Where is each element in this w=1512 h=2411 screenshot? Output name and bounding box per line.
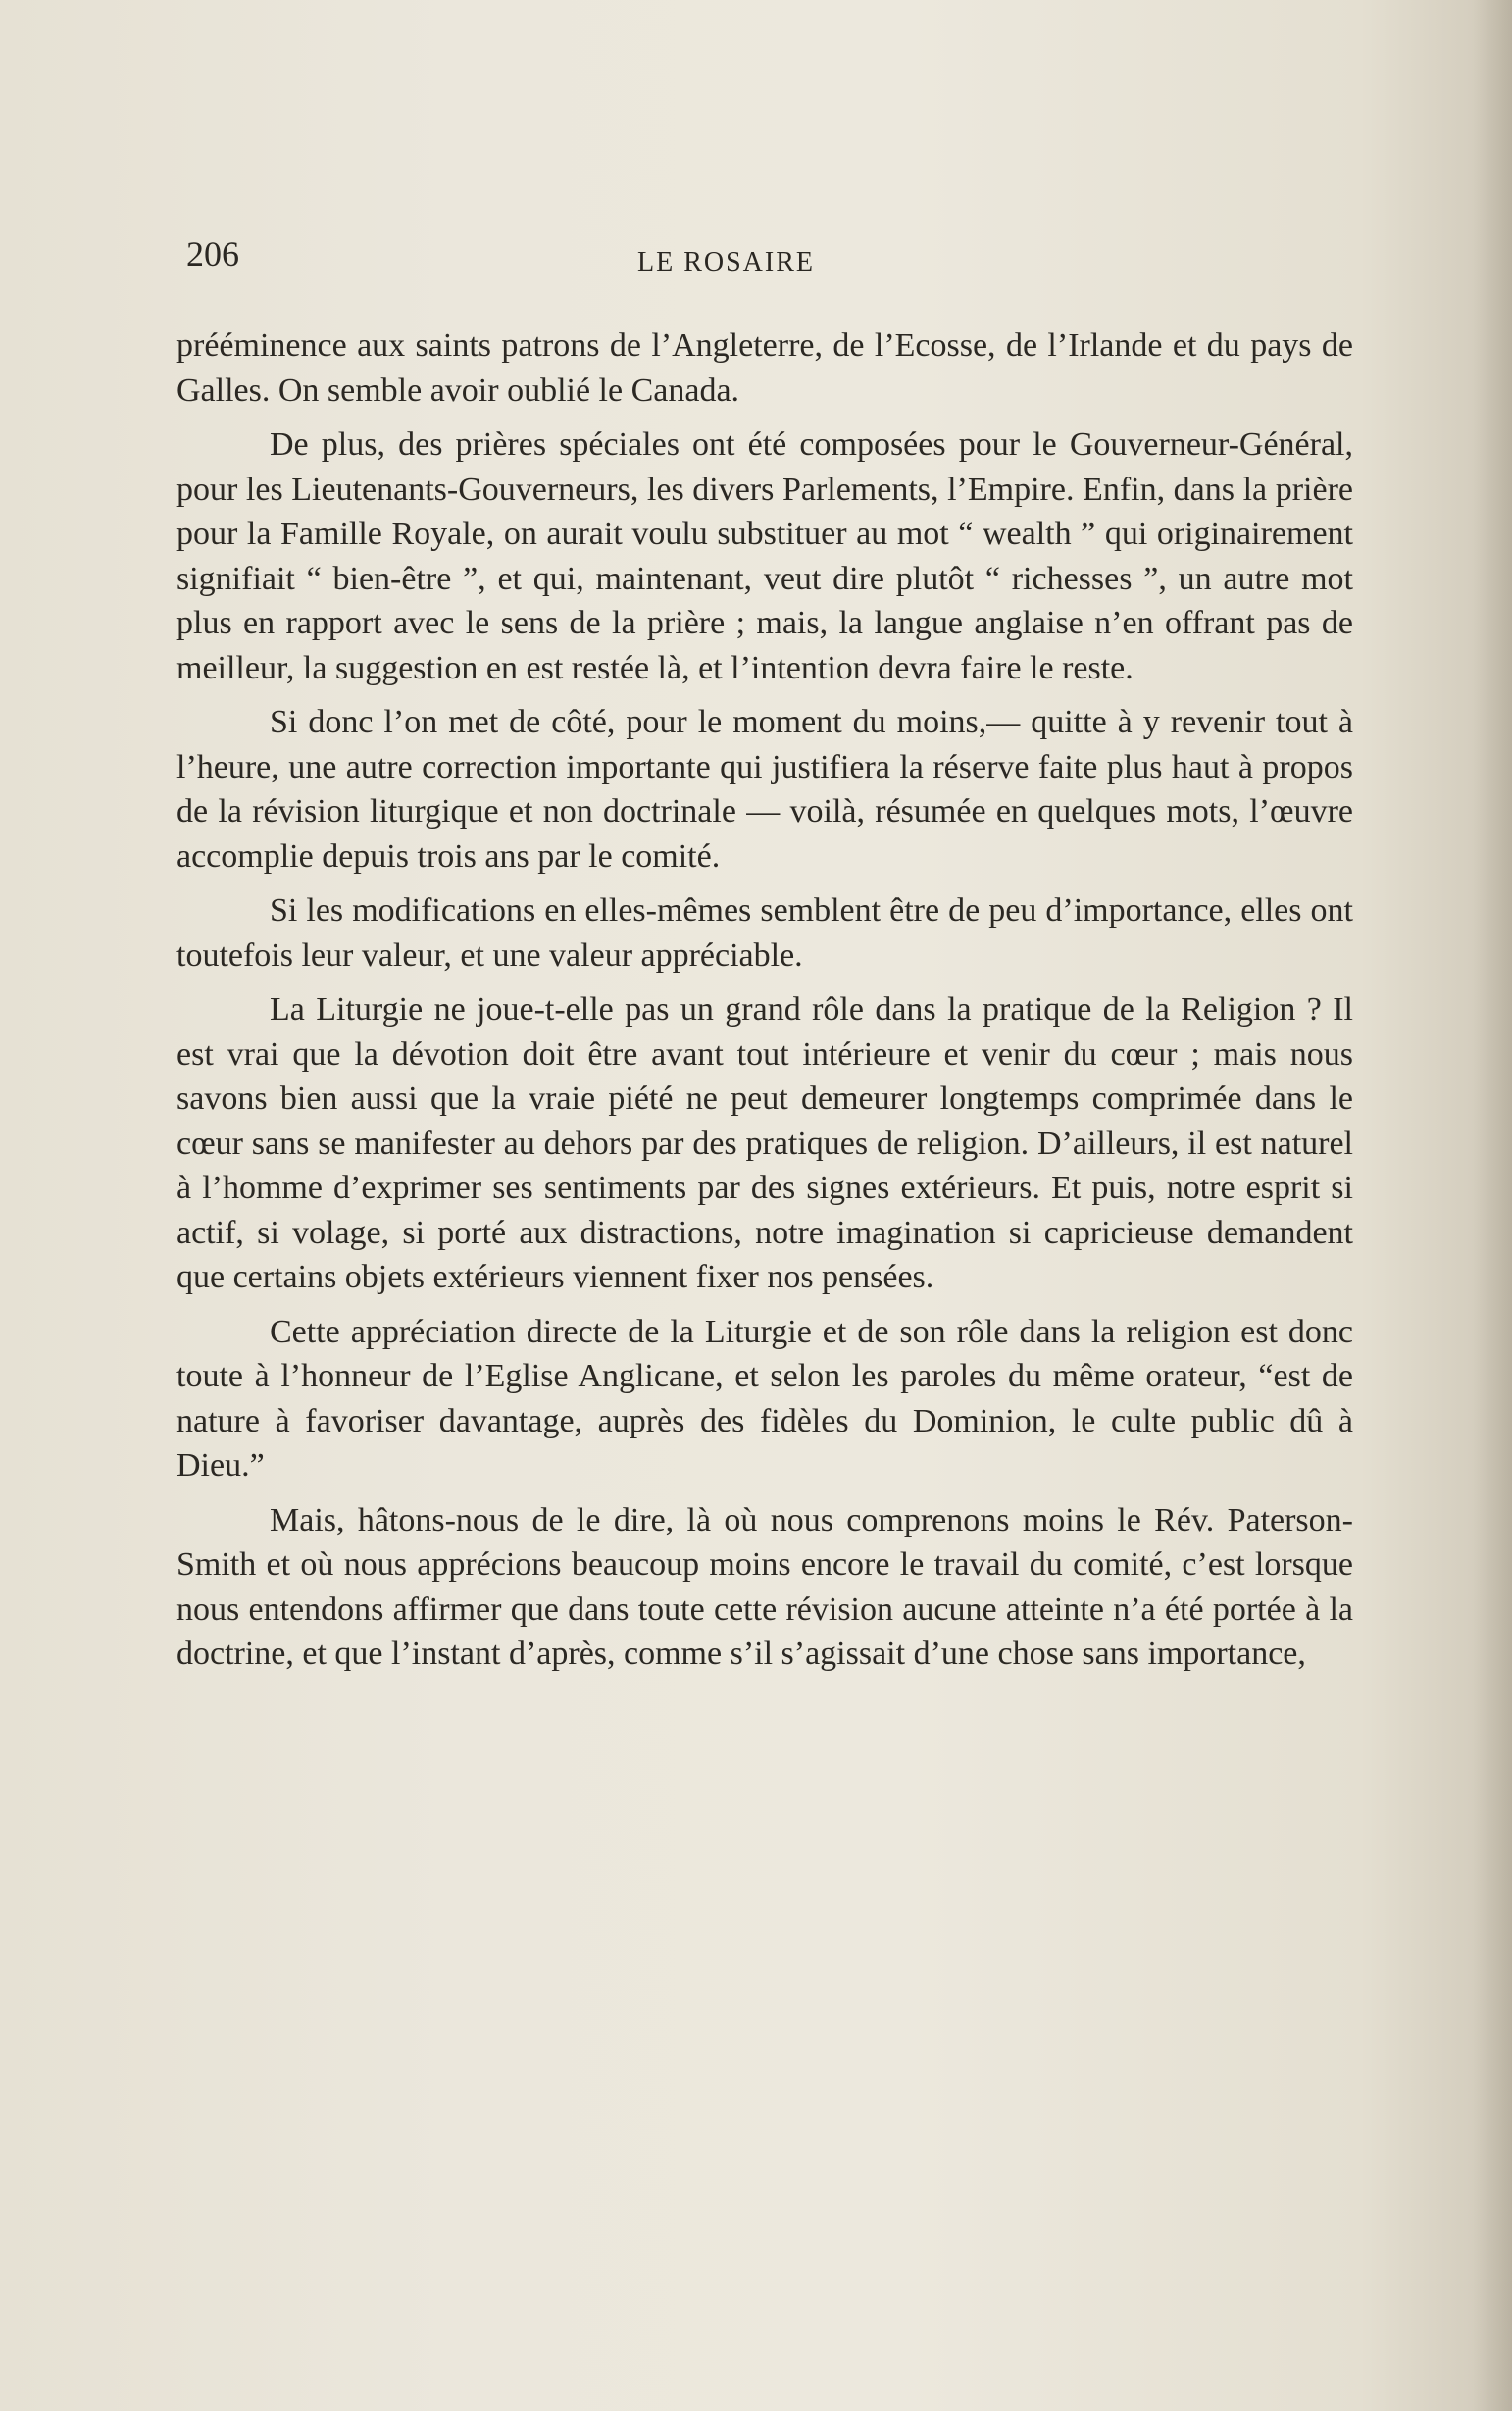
paragraph: La Liturgie ne joue-t-elle pas un grand rôle dans la pratique de la Religion ? Il est vrai que la dévotion doit être avant tout intérieure et venir du cœur ; mais nous savons bien aussi que la vraie piété ne peut demeurer longtemps comprimée dans le cœur sans se manifester au dehors par des pratiques de religion. D’ailleurs, il est naturel à l’homme d’exprimer ses sentiments par des signes extérieurs. Et puis, notre esprit si actif, si volage, si porté aux distractions, notre imagination si capricieuse demandent que certains objets extérieurs viennent fixer nos pensées.: [176, 991, 1353, 1295]
paragraph: Si les modifications en elles-mêmes semblent être de peu d’importance, elles ont toutefois leur valeur, et une valeur appréciable.: [176, 892, 1353, 974]
page-number: 206: [186, 234, 239, 274]
paragraph: De plus, des prières spéciales ont été composées pour le Gouverneur-Général, pour les Lieutenants-Gouverneurs, les divers Parlements, l’Empire. Enfin, dans la prière pour la Famille Royale, on aurait voulu substituer au mot “ wealth ” qui originairement signifiait “ bien-être ”, et qui, maintenant, veut dire plutôt “ richesses ”, un autre mot plus en rapport avec le sens de la prière ; mais, la langue anglaise n’en offrant pas de meilleur, la suggestion en est restée là, et l’intention devra faire le reste.: [176, 427, 1353, 686]
paragraph: Cette appréciation directe de la Liturgie et de son rôle dans la religion est donc toute à l’honneur de l’Eglise Anglicane, et selon les paroles du même orateur, “est de nature à favoriser davantage, auprès des fidèles du Dominion, le culte public dû à Dieu.”: [176, 1313, 1353, 1483]
page-edge-shadow: [1473, 0, 1512, 2411]
page-header: [186, 233, 1353, 292]
paragraph: Si donc l’on met de côté, pour le moment du moins,— quitte à y revenir tout à l’heure, une autre correction importante qui justifiera la réserve faite plus haut à propos de la révision liturgique et non doctrinale — voilà, résumée en quelques mots, l’œuvre accomplie depuis trois ans par le comité.: [176, 704, 1353, 875]
body-text: [176, 324, 1353, 1686]
paragraph: prééminence aux saints patrons de l’Angleterre, de l’Ecosse, de l’Irlande et du pays de Galles. On semble avoir oublié le Canada.: [176, 327, 1353, 409]
paragraph: Mais, hâtons-nous de le dire, là où nous comprenons moins le Rév. Paterson-Smith et où nous apprécions beaucoup moins encore le travail du comité, c’est lorsque nous entendons affirmer que dans toute cette révision aucune atteinte n’a été portée à la doctrine, et que l’instant d’après, comme s’il s’agissait d’une chose sans importance,: [176, 1501, 1353, 1672]
running-head: LE ROSAIRE: [637, 247, 815, 277]
